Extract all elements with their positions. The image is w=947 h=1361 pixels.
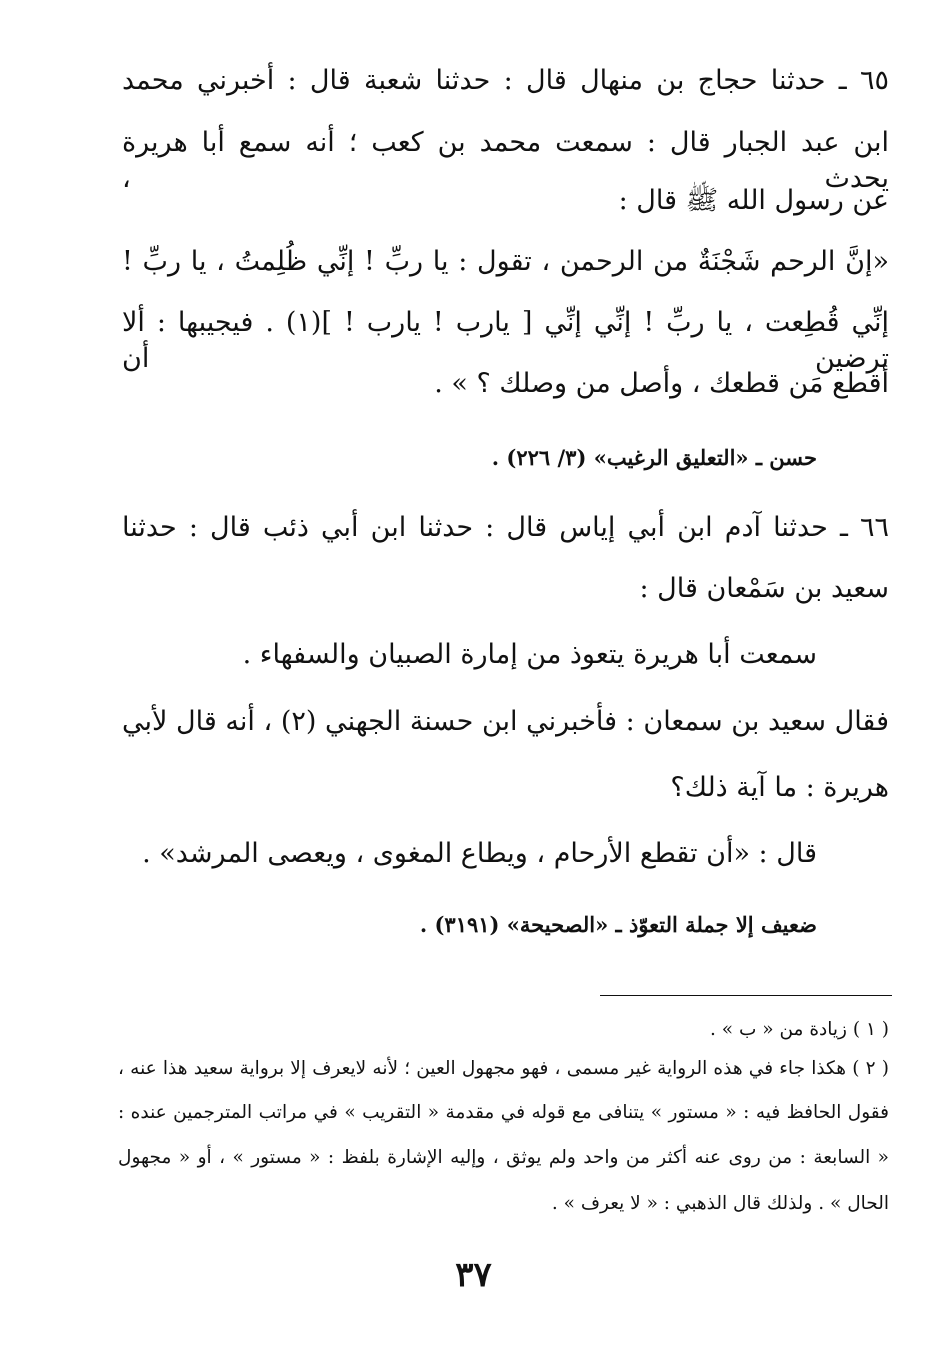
- page-number: ٣٧: [455, 1255, 492, 1295]
- hadith-66-line-4: فقال سعيد بن سمعان : فأخبرني ابن حسنة الجهني (٢) ، أنه قال لأبي: [122, 706, 889, 737]
- footnote-1: ( ١ ) زيادة من « ب » .: [709, 1019, 889, 1040]
- footnote-2-line-2: فقول الحافظ فيه : « مستور » يتنافى مع قوله في مقدمة « التقريب » في مراتب المترجمين عنده :: [118, 1102, 889, 1123]
- hadith-65-line-6: أقطع مَن قطعك ، وأصل من وصلك ؟ » .: [434, 368, 889, 399]
- footnote-2-line-4: الحال » . ولذلك قال الذهبي : « لا يعرف » .: [551, 1193, 889, 1214]
- hadith-66-grade: ضعيف إلا جملة التعوّذ ـ «الصحيحة» (٣١٩١) .: [419, 912, 817, 937]
- hadith-65-line-4: «إنَّ الرحم شَجْنَةٌ من الرحمن ، تقول : يا ربِّ ! إنِّي ظُلِمتُ ، يا ربِّ !: [122, 246, 889, 277]
- hadith-65-line-5: إنِّي قُطِعت ، يا ربِّ ! إنِّي إنِّي [ يارب ! يارب ! ](١) . فيجيبها : ألا ترضين أن: [122, 307, 889, 374]
- hadith-66-line-1: ٦٦ ـ حدثنا آدم ابن أبي إياس قال : حدثنا ابن أبي ذئب قال : حدثنا: [122, 512, 889, 543]
- hadith-65-line-1: ٦٥ ـ حدثنا حجاج بن منهال قال : حدثنا شعبة قال : أخبرني محمد: [122, 65, 889, 96]
- footnote-divider: [600, 995, 892, 996]
- hadith-66-line-3: سمعت أبا هريرة يتعوذ من إمارة الصبيان والسفهاء .: [242, 639, 817, 670]
- hadith-65-line-3: عن رسول الله ﷺ قال :: [618, 185, 889, 216]
- hadith-66-line-5: هريرة : ما آية ذلك؟: [670, 772, 889, 803]
- hadith-66-line-2: سعيد بن سَمْعان قال :: [639, 573, 889, 604]
- footnote-2-line-1: ( ٢ ) هكذا جاء في هذه الرواية غير مسمى ، فهو مجهول العين ؛ لأنه لايعرف إلا برواية سعيد هذا عنه ،: [118, 1058, 889, 1079]
- hadith-65-line-2: ابن عبد الجبار قال : سمعت محمد بن كعب ؛ أنه سمع أبا هريرة يحدث ،: [122, 127, 889, 194]
- footnote-2-line-3: « السابعة : من روى عنه أكثر من واحد ولم يوثق ، وإليه الإشارة بلفظ : « مستور » ، أو « مجهول: [118, 1147, 889, 1168]
- hadith-66-line-6: قال : «أن تقطع الأرحام ، ويطاع المغوى ، ويعصى المرشد» .: [142, 838, 817, 869]
- hadith-65-grade: حسن ـ «التعليق الرغيب» (٣/ ٢٢٦) .: [491, 445, 817, 470]
